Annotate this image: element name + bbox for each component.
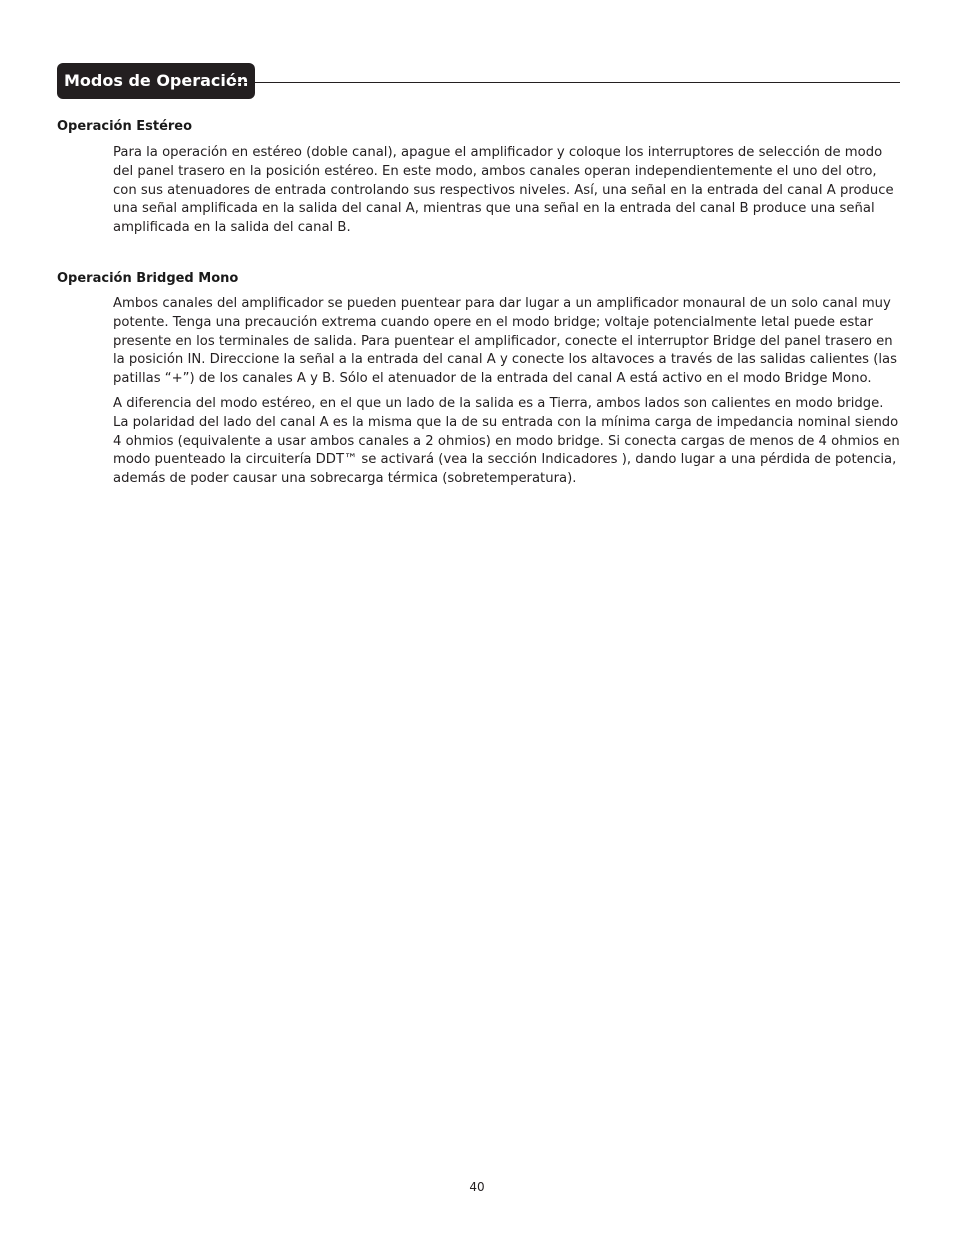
paragraph-bridged-mono-2 [113, 395, 903, 489]
text-line: Para la operación en estéreo (doble canal), apague el amplificador y coloque los interruptores de selección de modo [113, 145, 883, 160]
text-line: modo puenteado la circuitería DDT™ se activará (vea la sección Indicadores ), dando lugar a una pérdida de potencia, [113, 452, 897, 468]
text-line: además de poder causar una sobrecarga térmica (sobretemperatura). [113, 471, 577, 487]
header-rule [233, 82, 900, 83]
text-line: potente. Tenga una precaución extrema cuando opere en el modo bridge; voltaje potencialmente letal puede estar [113, 314, 873, 330]
text-line: La polaridad del lado del canal A es la misma que la de su entrada con la mínima carga de impedancia nominal siendo [113, 414, 899, 430]
paragraph-estereo [113, 144, 903, 238]
text-line: una señal amplificada en la salida del canal A, mientras que una señal en la entrada del canal B produce una señal [113, 201, 875, 217]
section-header [57, 63, 900, 99]
text-line: patillas “+”) de los canales A y B. Sólo el atenuador de la entrada del canal A está activo en el modo Bridge Mono. [113, 371, 872, 387]
paragraph-bridged-mono-1 [113, 295, 903, 389]
text-line: presente en los terminales de salida. Para puentear el amplificador, conecte el interruptor Bridge del panel trasero en [113, 333, 893, 349]
heading-operacion-estereo: Operación Estéreo [57, 119, 193, 134]
text-line: del panel trasero en la posición estéreo. En este modo, ambos canales operan independientemente el uno del otro, [113, 163, 877, 179]
text-line: Ambos canales del amplificador se pueden puentear para dar lugar a un amplificador monaural de un solo canal muy [113, 296, 891, 311]
page-number: 40 [469, 1180, 485, 1194]
heading-operacion-bridged-mono: Operación Bridged Mono [57, 271, 239, 286]
text-line: la posición IN. Direccione la señal a la entrada del canal A y conecte los altavoces a través de las salidas calientes (las [113, 352, 897, 368]
text-line: 4 ohmios (equivalente a usar ambos canales a 2 ohmios) en modo bridge. Si conecta cargas de menos de 4 ohmios en [113, 433, 900, 449]
text-line: amplificada en la salida del canal B. [113, 220, 351, 236]
text-line: con sus atenuadores de entrada controlando sus respectivos niveles. Así, una señal en la entrada del canal A produce [113, 182, 894, 198]
section-title: Modos de Operación [57, 63, 255, 99]
text-line: A diferencia del modo estéreo, en el que un lado de la salida es a Tierra, ambos lados son calientes en modo bridge. [113, 396, 884, 411]
